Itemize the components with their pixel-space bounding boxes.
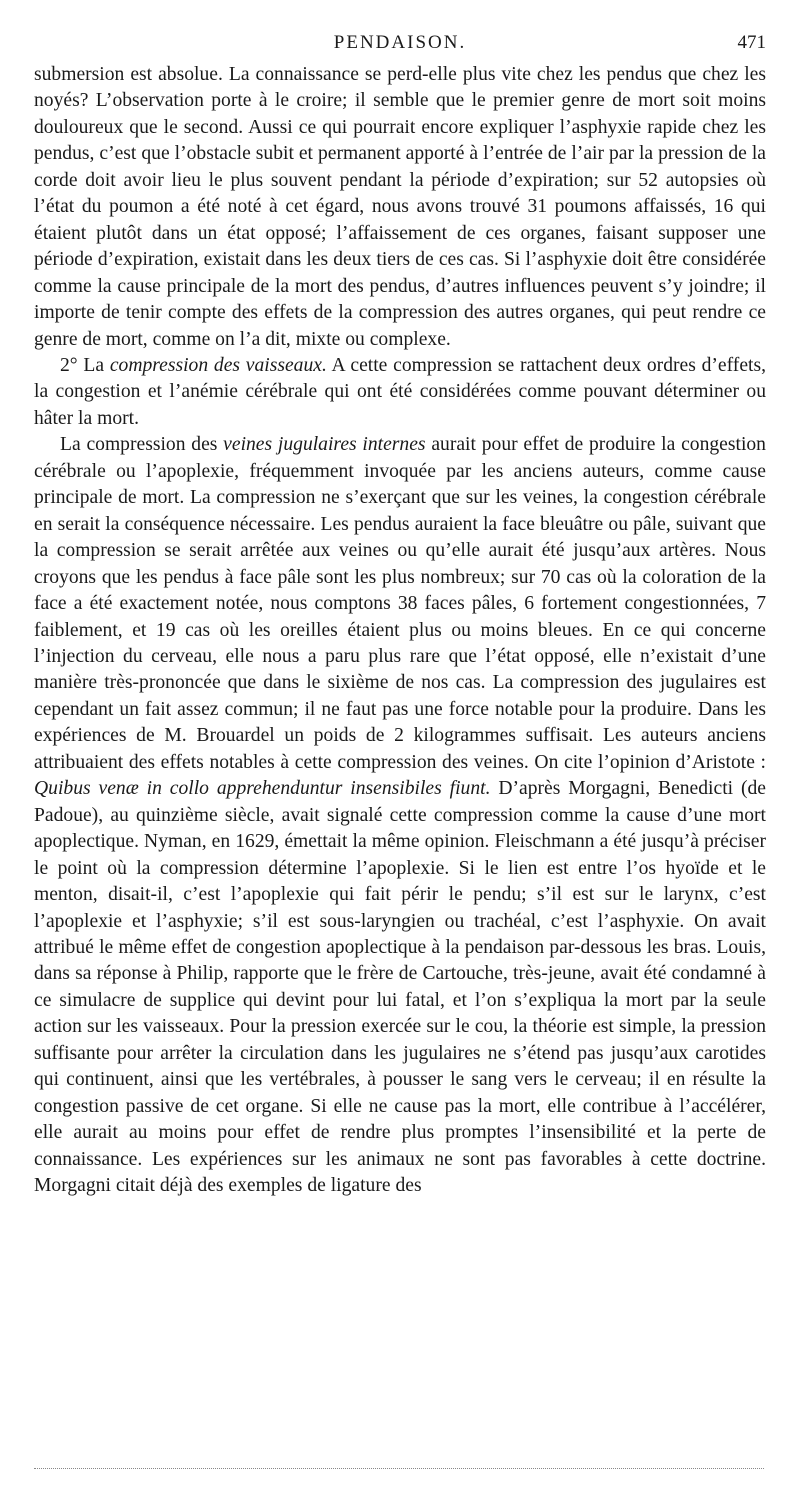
paragraph-3-lead: La compression des xyxy=(60,434,224,456)
book-page xyxy=(34,0,766,1199)
paragraph-1-text: submersion est absolue. La connaissance se perd-elle plus vite chez les pendus que chez les noyés? L’observation porte à le croire; il semble que le premier genre de mort soit moins douloureux que le second. Aussi ce qui pourrait encore expliquer l’asphyxie rapide chez les pendus, c’est que l’obstacle subit et permanent apporté à l’entrée de l’air par la pression de la corde doit avoir lieu le plus souvent pendant la période d’expiration; sur 52 autopsies où l’état du poumon a été noté à cet égard, nous avons trouvé 31 poumons affaissés, 16 qui étaient plutôt dans un état opposé; l’affaissement de ces organes, faisant supposer une période d’expiration, existait dans les deux tiers de ces cas. Si l’asphyxie doit être considérée comme la cause principale de la mort des pendus, d’autres influences peuvent s’y joindre; il importe de tenir compte des effets de la compression des autres organes, qui peut rendre ce genre de mort, comme on l’a dit, mixte ou complexe. xyxy=(34,64,766,350)
running-head xyxy=(34,0,766,52)
paragraph-2-emphasis: compression des vaisseaux. xyxy=(109,354,327,376)
paragraph-2-rest: A cette compression se rattachent deux ordres d’effets, la congestion et l’anémie cérébrale qui ont été considérées comme pouvant déterminer ou hâter la mort. xyxy=(34,354,766,429)
paragraph-1 xyxy=(34,62,766,353)
latin-quotation: Quibus venæ in collo apprehenduntur insensibiles fiunt. xyxy=(34,778,491,800)
running-title: PENDAISON. xyxy=(333,32,467,53)
paragraph-3 xyxy=(34,432,766,1199)
body-text xyxy=(34,62,766,1199)
paragraph-3-middle: aurait pour effet de produire la congestion cérébrale ou l’apoplexie, fréquemment invoquée par les anciens auteurs, comme cause principale de mort. La compression ne s’exerçant que sur les veines, la congestion cérébrale en serait la conséquence nécessaire. Les pendus auraient la face bleuâtre ou pâle, suivant que la compression se serait arrêtée aux veines ou qu’elle aurait été jusqu’aux artères. Nous croyons que les pendus à face pâle sont les plus nombreux; sur 70 cas où la coloration de la face a été exactement notée, nous comptons 38 faces pâles, 6 fortement congestionnées, 7 faiblement, et 19 cas où les oreilles étaient plus ou moins bleues. En ce qui concerne l’injection du cerveau, elle nous a paru plus rare que l’état opposé, elle n’existait d’une manière très-prononcée que dans le sixième de nos cas. La compression des jugulaires est cependant un fait assez commun; il ne faut pas une force notable pour la produire. Dans les expériences de M. Brouardel un poids de 2 kilogrammes suffisait. Les auteurs anciens attribuaient des effets notables à cette compression des veines. On cite l’opinion d’Aristote : xyxy=(34,434,766,773)
paragraph-3-rest: D’après Morgagni, Benedicti (de Padoue), au quinzième siècle, avait signalé cette compression comme la cause d’une mort apoplectique. Nyman, en 1629, émettait la même opinion. Fleischmann a été jusqu’à préciser le point où la compression détermine l’apoplexie. Si le lien est entre l’os hyoïde et le menton, disait-il, c’est l’apoplexie qui fait périr le pendu; s’il est sur le larynx, c’est l’apoplexie et l’asphyxie; s’il est sous-laryngien ou trachéal, c’est l’asphyxie. On avait attribué le même effet de congestion apoplectique à la pendaison par-dessous les bras. Louis, dans sa réponse à Philip, rapporte que le frère de Cartouche, très-jeune, avait été condamné à ce simulacre de supplice qui devint pour lui fatal, et l’on s’expliqua la mort par la seule action sur les vaisseaux. Pour la pression exercée sur le cou, la théorie est simple, la pression suffisante pour arrêter la circulation dans les jugulaires ne s’étend pas jusqu’aux carotides qui continuent, ainsi que les vertébrales, à pousser le sang vers le cerveau; il en résulte la congestion passive de cet organe. Si elle ne cause pas la mort, elle contribue à l’accélérer, elle aurait au moins pour effet de rendre plus promptes l’insensibilité et la perte de connaissance. Les expériences sur les animaux ne sont pas favorables à cette doctrine. Morgagni citait déjà des exemples de ligature des xyxy=(34,778,766,1197)
paragraph-2 xyxy=(34,353,766,432)
paragraph-3-emphasis: veines jugulaires internes xyxy=(223,434,426,456)
footer-dotted-rule xyxy=(34,1468,764,1469)
paragraph-2-lead: 2° La xyxy=(60,354,110,376)
page-number: 471 xyxy=(737,32,766,53)
